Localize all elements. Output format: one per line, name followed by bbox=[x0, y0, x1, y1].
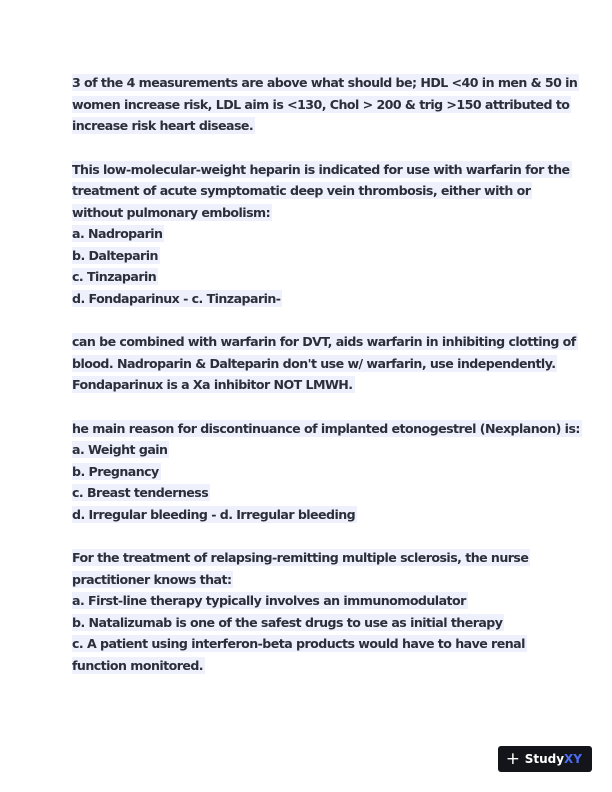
brand-name-part1: Study bbox=[524, 752, 565, 766]
answer-option: a. First-line therapy typically involves an immunomodulator bbox=[72, 593, 466, 608]
text-line: he main reason for discontinuance of implanted etonogestrel (Nexplanon) is: bbox=[72, 420, 580, 436]
answer-option: function monitored. bbox=[72, 657, 204, 673]
brand-name-part2: XY bbox=[564, 752, 582, 766]
answer-option: c. Breast tenderness bbox=[72, 485, 209, 500]
answer-option: b. Natalizumab is one of the safest drugs to use as initial therapy bbox=[72, 614, 503, 630]
text-line: For the treatment of relapsing-remitting multiple sclerosis, the nurse bbox=[72, 550, 529, 565]
brand-name bbox=[525, 752, 582, 766]
answer-option: b. Pregnancy bbox=[72, 463, 159, 479]
paragraph-ms-question bbox=[72, 547, 544, 676]
plus-icon: + bbox=[505, 749, 520, 769]
answer-option: a. Nadroparin bbox=[72, 226, 163, 241]
text-line: without pulmonary embolism: bbox=[72, 204, 271, 220]
text-line: blood. Nadroparin & Dalteparin don't use w/ warfarin, use independently. bbox=[72, 355, 556, 371]
text-line: treatment of acute symptomatic deep vein thrombosis, either with or bbox=[72, 183, 531, 198]
text-line: Fondaparinux is a Xa inhibitor NOT LMWH. bbox=[72, 377, 353, 392]
text-line: This low-molecular-weight heparin is indicated for use with warfarin for the bbox=[72, 161, 570, 177]
answer-option: a. Weight gain bbox=[72, 442, 168, 457]
paragraph-lipid-measurements bbox=[72, 72, 578, 137]
answer-option: d. Irregular bleeding - d. Irregular bleeding bbox=[72, 506, 356, 522]
paragraph-lmwh-question bbox=[72, 159, 570, 310]
answer-option: c. Tinzaparin bbox=[72, 269, 157, 284]
text-line: practitioner knows that: bbox=[72, 571, 232, 587]
studyxy-badge[interactable] bbox=[498, 746, 592, 772]
answer-option: b. Dalteparin bbox=[72, 247, 158, 263]
answer-option: d. Fondaparinux - c. Tinzaparin- bbox=[72, 290, 281, 306]
document-content bbox=[72, 72, 580, 698]
paragraph-nexplanon-question bbox=[72, 418, 580, 526]
text-line: can be combined with warfarin for DVT, aids warfarin in inhibiting clotting of bbox=[72, 334, 576, 349]
text-line: 3 of the 4 measurements are above what should be; HDL <40 in men & 50 in bbox=[72, 75, 578, 90]
paragraph-lmwh-explanation bbox=[72, 331, 576, 396]
text-line: women increase risk, LDL aim is <130, Chol > 200 & trig >150 attributed to bbox=[72, 96, 570, 112]
answer-option: c. A patient using interferon-beta products would have to have renal bbox=[72, 636, 525, 651]
text-line: increase risk heart disease. bbox=[72, 118, 254, 133]
